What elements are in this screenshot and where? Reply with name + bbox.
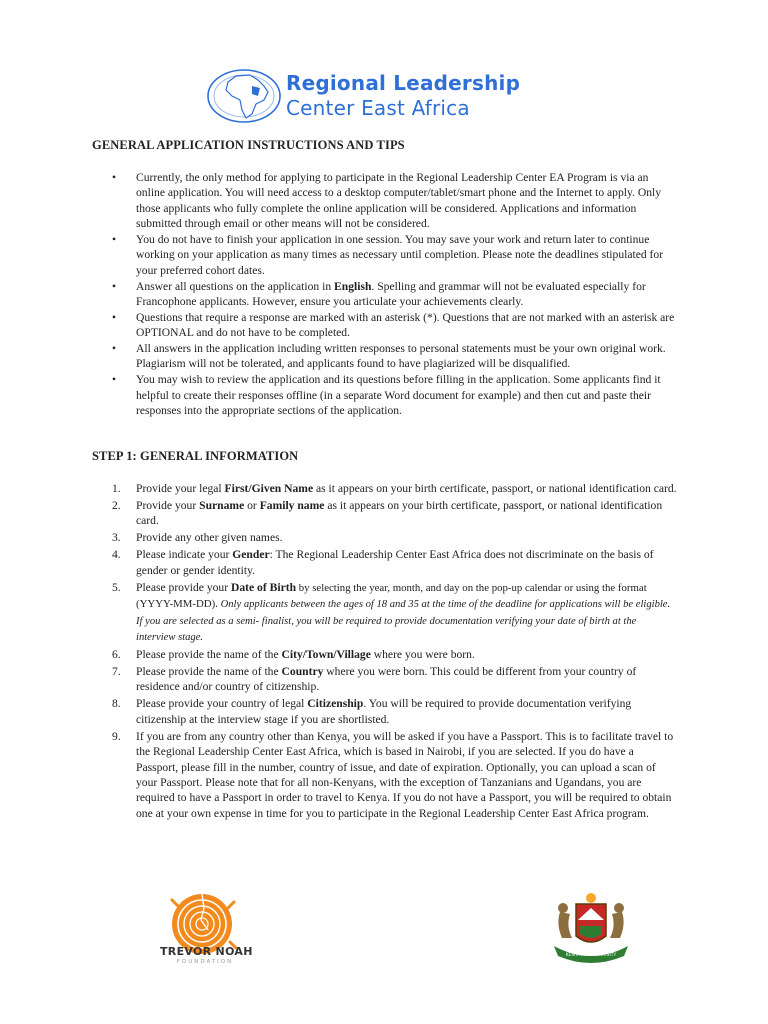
list-item (112, 310, 677, 341)
item-italic-note: Only applicants between the ages of 18 and 35 at the time of the deadline for applications will be eligible. If you are selected as a semi- finalist, you will be required to provide documentation verifying your date of birth at the interview stage. (136, 599, 671, 644)
list-item (112, 647, 677, 662)
item-text: Please provide your (136, 580, 231, 594)
tip-text: You do not have to finish your application in one session. You may save your work and return later to continue working on your application as many times as necessary until completion. Please note the deadlines stipulated for your preferred cohort dates. (136, 233, 664, 277)
item-number: 5. (112, 580, 121, 594)
logo-line-2: Center East Africa (286, 96, 470, 120)
item-text: by selecting the year, month, and day on the pop-up calendar or using the format (YYYY-MM-DD). (136, 581, 647, 611)
step1-list (112, 481, 677, 823)
item-bold: Country (281, 665, 324, 679)
general-tips-list (112, 170, 677, 419)
item-text: Please indicate your (136, 548, 233, 562)
list-item (112, 530, 677, 545)
item-bold: Date of Birth (230, 580, 297, 594)
kenyatta-university-crest-icon (550, 890, 632, 966)
item-text: If you are from any country other than Kenya, you will be asked if you have a Passport. This is to facilitate travel to the Regional Leadership Center East Africa, which is based in Nairobi, if you are selected. If you do have a Passport, please fill in the number, country of issue, and date of expiration. Optionally, you can upload a scan of your Passport. Please note that for all non-Kenyans, with the exception of Tanzanians and Ugandans, you are required to have a Passport in order to travel to Kenya. If you do not have a Passport, you will be required to obtain one at your own expense in time for you to participate in the Regional Leadership Center East Africa program. (136, 729, 674, 820)
item-text: Provide your legal (136, 482, 225, 495)
item-bold: Surname (199, 499, 245, 512)
item-text: where you were born. (370, 648, 475, 662)
tip-text: You may wish to review the application and its questions before filling in the application. Some applicants find it helpful to create their responses offline (in a separate Word document for example) and then cut and paste their responses into the appropriate sections of the application. (136, 373, 661, 418)
logo-line-1: Regional Leadership (286, 71, 521, 95)
rlc-logo (206, 66, 546, 126)
list-item (112, 341, 677, 372)
item-bold: Citizenship (307, 697, 364, 711)
item-text: where you were born. This could be different from your country of residence and/or country of citizenship. (136, 665, 637, 694)
item-number: 3. (112, 531, 121, 545)
item-number: 9. (112, 729, 121, 743)
item-bold: City/Town/Village (281, 648, 371, 662)
item-text: as it appears on your birth certificate, passport, or national identification card. (136, 499, 663, 528)
africa-globe-icon (206, 66, 286, 126)
list-item (112, 729, 677, 821)
list-item (112, 580, 677, 646)
list-item (112, 372, 677, 418)
general-instructions-heading: GENERAL APPLICATION INSTRUCTIONS AND TIPS (92, 138, 405, 152)
item-number: 6. (112, 648, 121, 662)
item-text: as it appears on your birth certificate, passport, or national identification card. (313, 482, 677, 495)
item-text: : The Regional Leadership Center East Africa does not discriminate on the basis of gender or gender identity. (136, 548, 654, 577)
item-number: 7. (112, 665, 121, 679)
tip-text: . Spelling and grammar will not be evaluated especially for Francophone applicants. However, ensure you articulate your achievements clearly. (136, 279, 646, 309)
list-item (112, 481, 677, 496)
list-item (112, 664, 677, 695)
trevor-noah-foundation-label: FOUNDATION (176, 959, 234, 965)
item-number: 4. (112, 548, 121, 562)
item-bold: Gender (232, 548, 270, 562)
tip-text: Currently, the only method for applying to participate in the Regional Leadership Center EA Program is via an online application. You will need access to a desktop computer/tablet/smart phone and the Internet to apply. Only those applicants who fully complete the online application will be considered. Applications and information submitted through email or other means will not be considered. (136, 171, 662, 231)
tip-text: All answers in the application including written responses to personal statements must be your own original work. Plagiarism will not be tolerated, and applicants found to have plagiarized will be disqualified. (136, 342, 666, 371)
item-text: or (244, 499, 260, 512)
trevor-noah-name: TREVOR NOAH (160, 945, 253, 958)
item-number: 2. (112, 499, 121, 512)
item-text: Please provide your country of legal (136, 697, 308, 711)
tip-bold: English (334, 279, 372, 293)
tip-text: Questions that require a response are marked with an asterisk (*). Questions that are not marked with an asterisk are OPTIONAL and do not have to be completed. (136, 310, 675, 340)
item-number: 1. (112, 482, 121, 495)
list-item (112, 170, 677, 232)
list-item (112, 547, 677, 578)
item-text: . You will be required to provide documentation verifying citizenship at the interview stage if you are shortlisted. (136, 697, 632, 726)
item-bold: Family name (259, 499, 325, 512)
step1-heading: STEP 1: GENERAL INFORMATION (92, 449, 299, 463)
list-item (112, 232, 677, 278)
item-text: Provide your (136, 499, 200, 512)
item-number: 8. (112, 697, 121, 711)
item-text: Please provide the name of the (136, 648, 282, 662)
item-text: Provide any other given names. (136, 531, 283, 545)
list-item (112, 498, 677, 529)
list-item (112, 696, 677, 727)
ku-motto: KENYATTA UNIVERSITY (565, 953, 617, 958)
item-text: Please provide the name of the (136, 665, 282, 679)
logo-wordmark (286, 71, 520, 121)
item-bold: First/Given Name (224, 482, 314, 495)
tip-text: Answer all questions on the application in (136, 279, 335, 293)
list-item (112, 279, 677, 310)
